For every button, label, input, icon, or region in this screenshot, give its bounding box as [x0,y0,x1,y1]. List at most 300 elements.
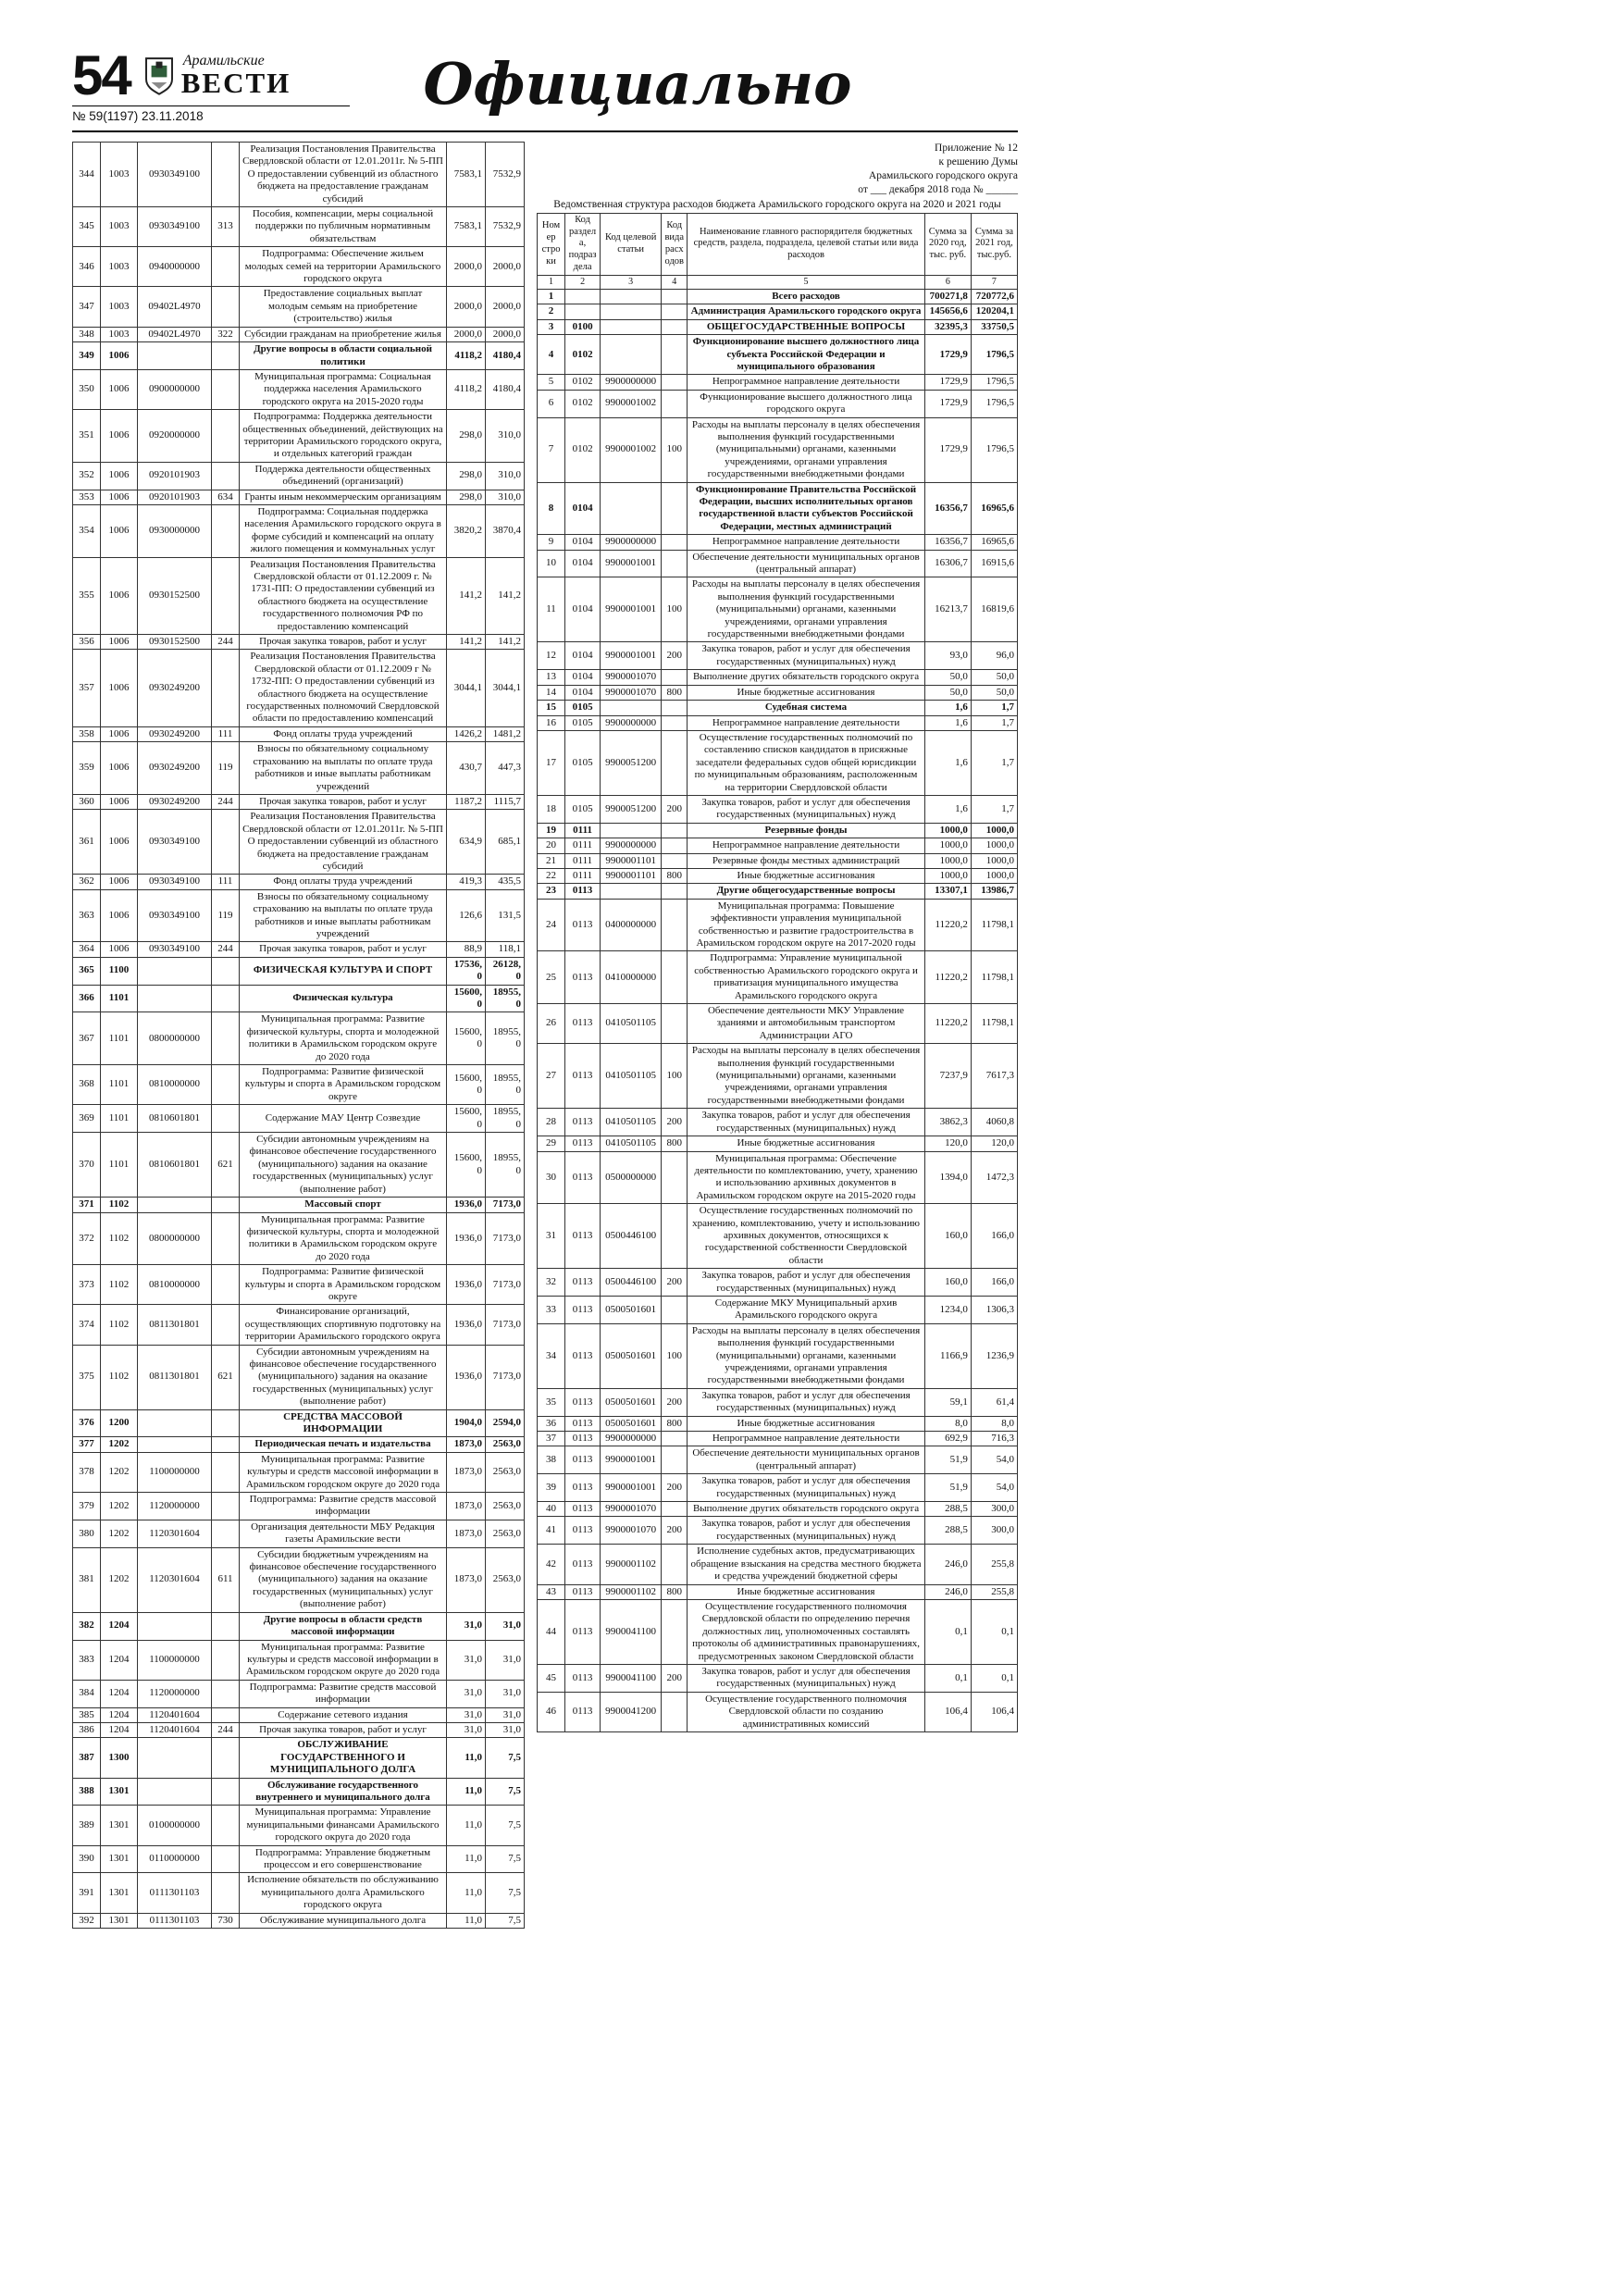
cell-name: Непрограммное направление деятельности [688,838,924,853]
cell-sum-2020: 2000,0 [447,287,486,327]
left-table-body [73,143,525,1929]
cell-razdel-code: 1102 [101,1212,138,1265]
table-row [73,1345,525,1409]
cell-vid-rashodov-code [662,730,688,795]
cell-name: Другие вопросы в области социальной политики [240,342,447,370]
cell-name: Муниципальная программа: Развитие культуры и средств массовой информации в Арамильском городском округе до 2020 года [240,1640,447,1680]
cell-sum-2020: 1234,0 [924,1296,971,1323]
cell-sum-2021: 1796,5 [971,375,1017,390]
cell-target-article-code: 0500501601 [601,1323,662,1388]
cell-sum-2020: 1729,9 [924,335,971,375]
cell-row-number: 360 [73,794,101,809]
cell-target-article-code: 0500446100 [601,1204,662,1269]
cell-sum-2020: 0,1 [924,1664,971,1692]
cell-razdel-code: 0113 [565,1109,601,1136]
cell-vid-rashodov-code [662,899,688,951]
cell-sum-2021: 1,7 [971,701,1017,715]
cell-target-article-code [138,1738,212,1778]
cell-name: Иные бюджетные ассигнования [688,1416,924,1431]
cell-razdel-code: 0100 [565,319,601,334]
cell-razdel-code: 1003 [101,143,138,207]
table-row [538,1502,1018,1517]
cell-razdel-code: 1006 [101,462,138,490]
cell-row-number: 17 [538,730,565,795]
cell-target-article-code: 0811301801 [138,1305,212,1345]
cell-row-number: 14 [538,685,565,700]
cell-target-article-code: 0930349100 [138,143,212,207]
cell-row-number: 21 [538,853,565,868]
cell-target-article-code: 0930249200 [138,726,212,741]
cell-sum-2021: 106,4 [971,1692,1017,1731]
cell-target-article-code: 0930249200 [138,742,212,795]
cell-target-article-code: 9900001001 [601,550,662,577]
column-number: 2 [565,275,601,289]
table-row [73,1105,525,1133]
cell-sum-2020: 16356,7 [924,535,971,550]
cell-name: Закупка товаров, работ и услуг для обеспечения государственных (муниципальных) нужд [688,1517,924,1545]
cell-vid-rashodov-code: 200 [662,1388,688,1416]
cell-row-number: 380 [73,1520,101,1547]
cell-target-article-code: 9900001102 [601,1584,662,1599]
cell-razdel-code: 0102 [565,417,601,482]
cell-name: ОБСЛУЖИВАНИЕ ГОСУДАРСТВЕННОГО И МУНИЦИПАЛЬНОГО ДОЛГА [240,1738,447,1778]
cell-sum-2021: 1000,0 [971,823,1017,838]
cell-row-number: 363 [73,889,101,942]
cell-razdel-code: 1101 [101,1133,138,1198]
cell-sum-2020: 11,0 [447,1778,486,1806]
cell-sum-2021: 96,0 [971,642,1017,670]
cell-name: Подпрограмма: Обеспечение жильем молодых семей на территории Арамильского городского округа [240,247,447,287]
cell-vid-rashodov-code: 200 [662,1474,688,1502]
cell-name: Иные бюджетные ассигнования [688,868,924,883]
cell-name: Содержание МАУ Центр Созвездие [240,1105,447,1133]
cell-vid-rashodov-code: 244 [212,635,240,650]
table-row [73,1707,525,1722]
cell-target-article-code [601,701,662,715]
cell-target-article-code: 9900001102 [601,1545,662,1584]
cell-name: Расходы на выплаты персоналу в целях обеспечения выполнения функций государственными (муниципальными) органами, казенными учреждениями, органами управления государственными внебюджетными фондами [688,417,924,482]
cell-row-number: 44 [538,1599,565,1664]
table-row [73,742,525,795]
cell-target-article-code [138,1778,212,1806]
table-row [73,143,525,207]
cell-sum-2020: 11,0 [447,1806,486,1845]
cell-target-article-code: 0410501105 [601,1136,662,1151]
table-row [538,304,1018,319]
cell-vid-rashodov-code [212,1873,240,1913]
table-row [538,1269,1018,1297]
cell-name: Закупка товаров, работ и услуг для обеспечения государственных (муниципальных) нужд [688,642,924,670]
issue-number-date: № 59(1197) 23.11.2018 [72,105,350,123]
table-row [538,1446,1018,1474]
cell-sum-2020: 16356,7 [924,482,971,535]
table-row [73,1265,525,1305]
cell-row-number: 19 [538,823,565,838]
cell-sum-2021: 31,0 [486,1680,525,1707]
cell-target-article-code [601,482,662,535]
cell-sum-2020: 1000,0 [924,823,971,838]
cell-target-article-code [138,342,212,370]
cell-target-article-code: 9900001070 [601,670,662,685]
cell-vid-rashodov-code [662,289,688,304]
cell-sum-2021: 7173,0 [486,1265,525,1305]
cell-sum-2020: 4118,2 [447,342,486,370]
cell-sum-2020: 1000,0 [924,868,971,883]
cell-name: Резервные фонды местных администраций [688,853,924,868]
cell-sum-2021: 1,7 [971,795,1017,823]
cell-vid-rashodov-code [662,1545,688,1584]
cell-name: Прочая закупка товаров, работ и услуг [240,794,447,809]
cell-sum-2021: 31,0 [486,1707,525,1722]
table-row [538,289,1018,304]
cell-sum-2020: 4118,2 [447,369,486,409]
cell-sum-2021: 31,0 [486,1640,525,1680]
cell-name: Осуществление государственного полномочия Свердловской области по созданию административных комиссий [688,1692,924,1731]
cell-target-article-code: 9900001001 [601,577,662,642]
cell-row-number: 362 [73,875,101,889]
cell-sum-2021: 141,2 [486,557,525,634]
cell-row-number: 20 [538,838,565,853]
cell-row-number: 347 [73,287,101,327]
cell-razdel-code: 1204 [101,1640,138,1680]
cell-sum-2021: 255,8 [971,1545,1017,1584]
cell-razdel-code: 1300 [101,1738,138,1778]
table-row [538,715,1018,730]
table-row [538,853,1018,868]
cell-razdel-code: 1200 [101,1409,138,1437]
cell-sum-2020: 106,4 [924,1692,971,1731]
cell-sum-2021: 435,5 [486,875,525,889]
cell-vid-rashodov-code [212,1265,240,1305]
cell-row-number: 374 [73,1305,101,1345]
cell-vid-rashodov-code [212,1680,240,1707]
table-row [73,1640,525,1680]
column-header-row [538,213,1018,275]
cell-target-article-code: 0500446100 [601,1269,662,1297]
table-row [538,550,1018,577]
cell-target-article-code [601,884,662,899]
cell-name: Муниципальная программа: Обеспечение деятельности по комплектованию, учету, хранению и использованию архивных документов в Арамильском городском округе на 2015-2020 годы [688,1151,924,1204]
table-row [538,823,1018,838]
cell-row-number: 386 [73,1722,101,1737]
table-row [538,319,1018,334]
cell-name: Предоставление социальных выплат молодым семьям на приобретение (строительство) жилья [240,287,447,327]
table-row [73,726,525,741]
cell-sum-2020: 298,0 [447,462,486,490]
cell-row-number: 383 [73,1640,101,1680]
cell-target-article-code: 0400000000 [601,899,662,951]
cell-row-number: 351 [73,410,101,463]
cell-name: Администрация Арамильского городского округа [688,304,924,319]
cell-sum-2021: 1306,3 [971,1296,1017,1323]
cell-name: Иные бюджетные ассигнования [688,1136,924,1151]
cell-razdel-code: 1102 [101,1305,138,1345]
cell-sum-2020: 120,0 [924,1136,971,1151]
cell-vid-rashodov-code [662,701,688,715]
table-row [538,417,1018,482]
cell-razdel-code: 1006 [101,504,138,557]
logo-title-top: Арамильские [182,53,265,68]
table-row [73,650,525,726]
table-row [73,875,525,889]
cell-row-number: 375 [73,1345,101,1409]
cell-row-number: 356 [73,635,101,650]
table-row [73,342,525,370]
cell-vid-rashodov-code: 111 [212,726,240,741]
cell-sum-2021: 54,0 [971,1474,1017,1502]
cell-razdel-code: 0113 [565,1323,601,1388]
cell-sum-2021: 13986,7 [971,884,1017,899]
cell-razdel-code: 0113 [565,1151,601,1204]
cell-sum-2021: 16915,6 [971,550,1017,577]
cell-razdel-code: 1006 [101,650,138,726]
cell-sum-2020: 1904,0 [447,1409,486,1437]
cell-sum-2020: 88,9 [447,942,486,957]
cell-row-number: 389 [73,1806,101,1845]
cell-vid-rashodov-code: 200 [662,1109,688,1136]
table-row [73,504,525,557]
cell-razdel-code: 0113 [565,1517,601,1545]
cell-vid-rashodov-code [662,1296,688,1323]
cell-name: Взносы по обязательному социальному страхованию на выплаты по оплате труда работников и иные выплаты работникам учреждений [240,889,447,942]
cell-name: Организация деятельности МБУ Редакция газеты Арамильские вести [240,1520,447,1547]
cell-name: Обеспечение деятельности МКУ Управление зданиями и автомобильным транспортом Администрации АГО [688,1004,924,1044]
cell-vid-rashodov-code: 800 [662,1136,688,1151]
cell-row-number: 382 [73,1612,101,1640]
cell-row-number: 357 [73,650,101,726]
cell-sum-2021: 7173,0 [486,1305,525,1345]
cell-name: Подпрограмма: Управление муниципальной собственностью Арамильского городского округа и приватизация муниципального имущества Арамильского городского округа [688,951,924,1004]
table-row [538,335,1018,375]
cell-razdel-code: 1006 [101,369,138,409]
cell-razdel-code: 1301 [101,1873,138,1913]
cell-name: Прочая закупка товаров, работ и услуг [240,635,447,650]
table-row [538,1109,1018,1136]
cell-target-article-code: 0930349100 [138,207,212,247]
cell-sum-2021: 1115,7 [486,794,525,809]
cell-row-number: 39 [538,1474,565,1502]
cell-sum-2020: 1873,0 [447,1452,486,1492]
cell-target-article-code: 09402L4970 [138,327,212,341]
cell-sum-2021: 1796,5 [971,335,1017,375]
cell-name: Подпрограмма: Развитие физической культуры и спорта в Арамильском городском округе [240,1065,447,1105]
cell-vid-rashodov-code: 119 [212,742,240,795]
cell-name: Подпрограмма: Развитие средств массовой информации [240,1493,447,1520]
column-header-sum-2021: Сумма за 2021 год, тыс.руб. [971,213,1017,275]
cell-razdel-code: 1006 [101,342,138,370]
cell-name: Субсидии бюджетным учреждениям на финансовое обеспечение государственного (муниципального) задания на оказание государственных (муниципальных) услуг (выполнение работ) [240,1547,447,1612]
cell-vid-rashodov-code [212,1105,240,1133]
cell-razdel-code: 0113 [565,899,601,951]
cell-razdel-code: 0113 [565,1432,601,1446]
table-row [538,795,1018,823]
cell-vid-rashodov-code: 621 [212,1133,240,1198]
cell-row-number: 2 [538,304,565,319]
column-number: 4 [662,275,688,289]
cell-vid-rashodov-code [212,287,240,327]
cell-sum-2020: 7583,1 [447,143,486,207]
cell-vid-rashodov-code [212,247,240,287]
table-row [73,1845,525,1873]
cell-sum-2021: 2000,0 [486,287,525,327]
cell-vid-rashodov-code [212,1212,240,1265]
appendix-note [537,142,1018,197]
cell-vid-rashodov-code: 730 [212,1913,240,1928]
cell-sum-2020: 145656,6 [924,304,971,319]
cell-row-number: 365 [73,957,101,985]
cell-name: ОБЩЕГОСУДАРСТВЕННЫЕ ВОПРОСЫ [688,319,924,334]
column-number: 7 [971,275,1017,289]
cell-sum-2021: 166,0 [971,1204,1017,1269]
cell-razdel-code: 1006 [101,490,138,504]
cell-target-article-code: 9900001070 [601,685,662,700]
cell-razdel-code: 0113 [565,1664,601,1692]
cell-sum-2021: 18955,0 [486,1012,525,1065]
table-row [73,462,525,490]
cell-row-number: 10 [538,550,565,577]
cell-sum-2020: 288,5 [924,1517,971,1545]
cell-row-number: 42 [538,1545,565,1584]
cell-vid-rashodov-code [212,1493,240,1520]
logo-title-bottom: ВЕСТИ [180,67,291,99]
cell-sum-2021: 2563,0 [486,1547,525,1612]
right-column [537,142,1018,1732]
cell-sum-2020: 11,0 [447,1913,486,1928]
cell-razdel-code: 1006 [101,635,138,650]
cell-row-number: 13 [538,670,565,685]
cell-vid-rashodov-code [662,670,688,685]
cell-name: Поддержка деятельности общественных объединений (организаций) [240,462,447,490]
cell-sum-2021: 4180,4 [486,369,525,409]
cell-name: Выполнение других обязательств городского округа [688,670,924,685]
cell-row-number: 378 [73,1452,101,1492]
table-row [538,1474,1018,1502]
cell-sum-2021: 18955,0 [486,1105,525,1133]
table-row [73,794,525,809]
cell-razdel-code: 1102 [101,1265,138,1305]
column-number-row [538,275,1018,289]
table-row [73,1133,525,1198]
cell-sum-2020: 1873,0 [447,1520,486,1547]
cell-vid-rashodov-code [662,482,688,535]
column-header-vid-rashodov-code: Код вида расходов [662,213,688,275]
cell-vid-rashodov-code: 621 [212,1345,240,1409]
cell-razdel-code: 0104 [565,577,601,642]
cell-target-article-code: 9900001070 [601,1502,662,1517]
cell-sum-2020: 32395,3 [924,319,971,334]
cell-sum-2021: 1000,0 [971,838,1017,853]
cell-sum-2021: 18955,0 [486,1065,525,1105]
cell-row-number: 18 [538,795,565,823]
cell-razdel-code: 1006 [101,742,138,795]
cell-vid-rashodov-code [662,1204,688,1269]
cell-sum-2021: 141,2 [486,635,525,650]
cell-sum-2021: 7617,3 [971,1044,1017,1109]
cell-name: Закупка товаров, работ и услуг для обеспечения государственных (муниципальных) нужд [688,1109,924,1136]
cell-sum-2021: 50,0 [971,670,1017,685]
table-row [73,1012,525,1065]
table-row [538,642,1018,670]
cell-sum-2021: 310,0 [486,410,525,463]
column-number: 1 [538,275,565,289]
cell-name: Подпрограмма: Развитие физической культуры и спорта в Арамильском городском округе [240,1265,447,1305]
cell-vid-rashodov-code: 100 [662,417,688,482]
cell-sum-2020: 288,5 [924,1502,971,1517]
cell-name: Реализация Постановления Правительства Свердловской области от 12.01.2011г. № 5-ПП О предоставлении субвенций из областного бюджета на предоставление гражданам субсидий [240,143,447,207]
cell-sum-2020: 13307,1 [924,884,971,899]
appendix-line: Приложение № 12 [935,143,1018,154]
cell-razdel-code: 1202 [101,1493,138,1520]
cell-vid-rashodov-code [212,557,240,634]
cell-name: Исполнение судебных актов, предусматривающих обращение взыскания на средства местного бюджета и средства учреждений бюджетной сферы [688,1545,924,1584]
cell-target-article-code: 0500000000 [601,1151,662,1204]
cell-row-number: 9 [538,535,565,550]
cell-vid-rashodov-code: 634 [212,490,240,504]
cell-vid-rashodov-code [662,390,688,417]
cell-name: Осуществление государственного полномочия Свердловской области по определению перечня должностных лиц, уполномоченных составлять протоколы об административных правонарушениях, предусмотренных законом Свердловской области [688,1599,924,1664]
cell-target-article-code: 0930349100 [138,875,212,889]
cell-row-number: 354 [73,504,101,557]
cell-sum-2020: 692,9 [924,1432,971,1446]
column-header-row-number: Номер строки [538,213,565,275]
table-row [73,1680,525,1707]
masthead-left [72,44,378,123]
cell-name: Массовый спорт [240,1198,447,1212]
cell-row-number: 367 [73,1012,101,1065]
cell-razdel-code: 1006 [101,726,138,741]
cell-vid-rashodov-code: 244 [212,794,240,809]
cell-sum-2020: 298,0 [447,490,486,504]
table-row [538,951,1018,1004]
cell-sum-2021: 120,0 [971,1136,1017,1151]
cell-sum-2021: 7,5 [486,1778,525,1806]
cell-sum-2021: 0,1 [971,1599,1017,1664]
cell-vid-rashodov-code [212,143,240,207]
cell-sum-2021: 8,0 [971,1416,1017,1431]
cell-name: Выполнение других обязательств городского округа [688,1502,924,1517]
cell-vid-rashodov-code [212,504,240,557]
table-row [538,685,1018,700]
cell-razdel-code: 1204 [101,1722,138,1737]
cell-target-article-code: 0410501105 [601,1109,662,1136]
cell-sum-2021: 447,3 [486,742,525,795]
cell-sum-2020: 141,2 [447,635,486,650]
cell-target-article-code: 0500501601 [601,1388,662,1416]
cell-sum-2020: 31,0 [447,1612,486,1640]
cell-row-number: 391 [73,1873,101,1913]
cell-row-number: 1 [538,289,565,304]
cell-vid-rashodov-code [662,838,688,853]
cell-target-article-code: 0920000000 [138,410,212,463]
cell-row-number: 26 [538,1004,565,1044]
cell-name: Содержание сетевого издания [240,1707,447,1722]
cell-name: Закупка товаров, работ и услуг для обеспечения государственных (муниципальных) нужд [688,1474,924,1502]
cell-row-number: 40 [538,1502,565,1517]
cell-sum-2020: 31,0 [447,1640,486,1680]
table-row [538,577,1018,642]
cell-razdel-code: 1202 [101,1547,138,1612]
table-row [538,670,1018,685]
cell-vid-rashodov-code [212,1778,240,1806]
cell-row-number: 22 [538,868,565,883]
cell-vid-rashodov-code: 100 [662,1044,688,1109]
table-row [73,369,525,409]
cell-sum-2021: 4060,8 [971,1109,1017,1136]
cell-name: Обеспечение деятельности муниципальных органов (центральный аппарат) [688,550,924,577]
cell-name: Расходы на выплаты персоналу в целях обеспечения выполнения функций государственными (муниципальными) органами, казенными учреждениями, органами управления государственными внебюджетными фондами [688,577,924,642]
cell-vid-rashodov-code [662,823,688,838]
cell-razdel-code: 0113 [565,1584,601,1599]
